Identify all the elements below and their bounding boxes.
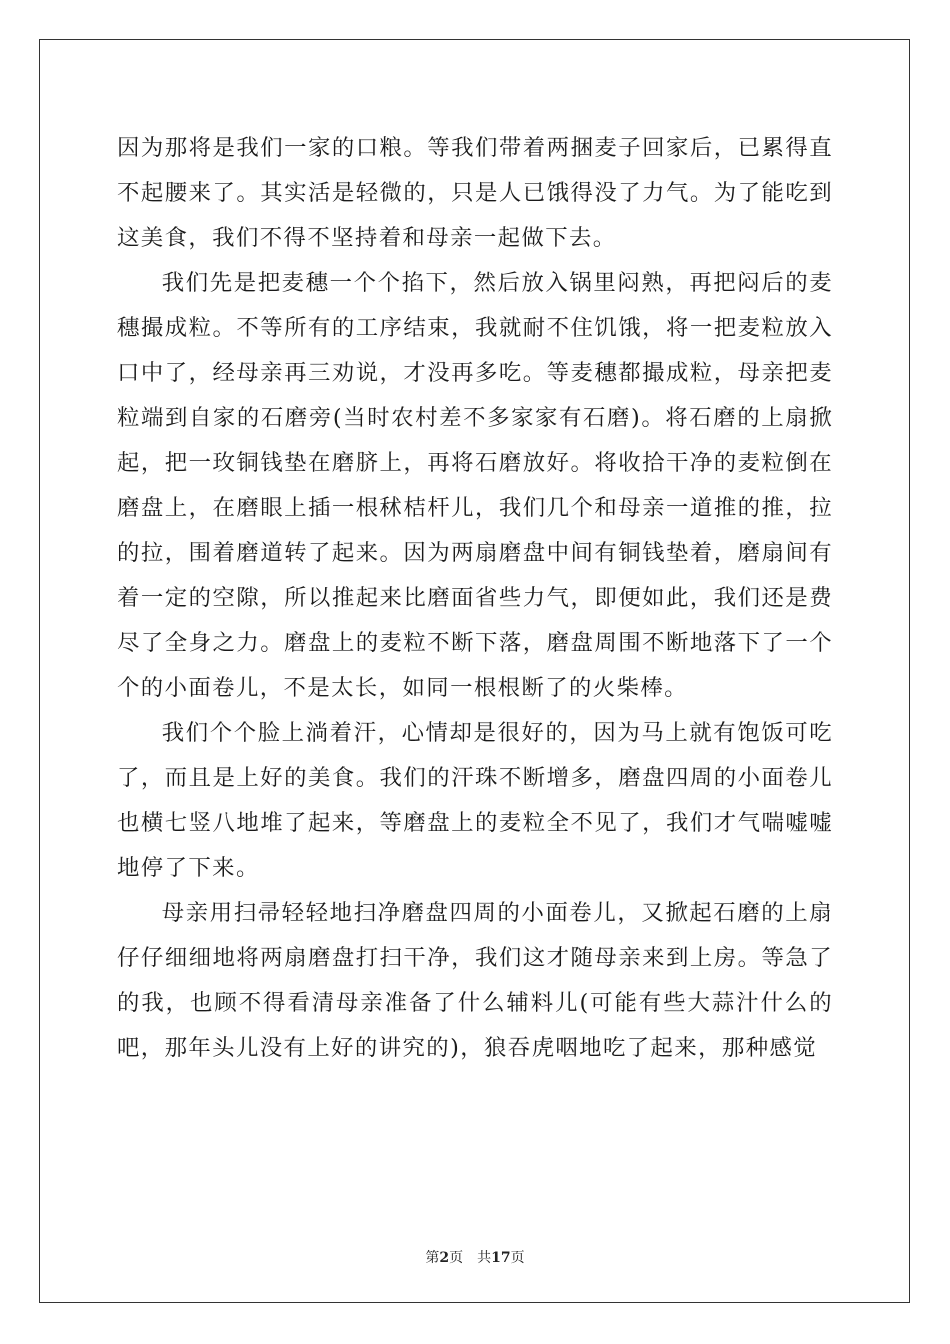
page-number-suffix: 页 [449, 1250, 464, 1266]
paragraph-3: 我们个个脸上淌着汗，心情却是很好的，因为马上就有饱饭可吃了，而且是上好的美食。我们的汗珠不断增多，磨盘四周的小面卷儿也横七竖八地堆了起来，等磨盘上的麦粒全不见了，我们才气喘嘘嘘地停了下来。 [117, 720, 833, 881]
total-pages-suffix: 页 [510, 1250, 525, 1266]
total-pages-number: 17 [491, 1250, 511, 1266]
page-number-prefix: 第 [425, 1250, 440, 1266]
page-footer [0, 1247, 950, 1267]
paragraph-4: 母亲用扫帚轻轻地扫净磨盘四周的小面卷儿，又掀起石磨的上扇仔仔细细地将两扇磨盘打扫干净，我们这才随母亲来到上房。等急了的我，也顾不得看清母亲准备了什么辅料儿(可能有些大蒜汁什么的吧，那年头儿没有上好的讲究的)，狼吞虎咽地吃了起来，那种感觉 [117, 900, 833, 1061]
paragraph-2: 我们先是把麦穗一个个掐下，然后放入锅里闷熟，再把闷后的麦穗撮成粒。不等所有的工序结束，我就耐不住饥饿，将一把麦粒放入口中了，经母亲再三劝说，才没再多吃。等麦穗都撮成粒，母亲把麦粒端到自家的石磨旁(当时农村差不多家家有石磨)。将石磨的上扇掀起，把一玫铜钱垫在磨脐上，再将石磨放好。将收拾干净的麦粒倒在磨盘上，在磨眼上插一根秫桔杆儿，我们几个和母亲一道推的推，拉的拉，围着磨道转了起来。因为两扇磨盘中间有铜钱垫着，磨扇间有着一定的空隙，所以推起来比磨面省些力气，即便如此，我们还是费尽了全身之力。磨盘上的麦粒不断下落，磨盘周围不断地落下了一个个的小面卷儿，不是太长，如同一根根断了的火柴棒。 [117, 270, 833, 701]
paragraph-1: 因为那将是我们一家的口粮。等我们带着两捆麦子回家后，已累得直不起腰来了。其实活是轻微的，只是人已饿得没了力气。为了能吃到这美食，我们不得不坚持着和母亲一起做下去。 [117, 135, 833, 251]
document-body [117, 126, 833, 1071]
total-pages-prefix: 共 [477, 1250, 492, 1266]
current-page-number: 2 [439, 1250, 450, 1266]
